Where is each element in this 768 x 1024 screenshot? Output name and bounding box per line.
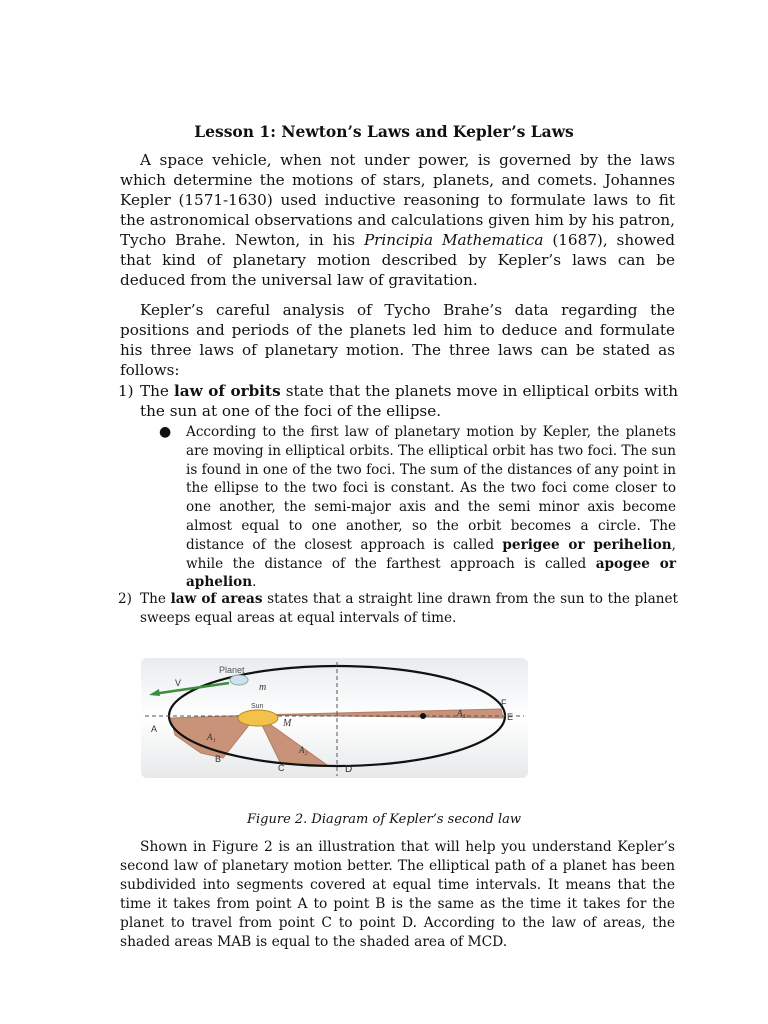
bullet-text-a: According to the first law of planetary motion by Kepler, the planets are moving in elliptical orbits. The elliptical orbit has two foci. The sun is found in one of the two foci. The sum of the distances of any point in the ellipse to the two foci is constant. As the two foci come closer to one another, the semi-major axis and the semi minor axis become almost equal to one another, so the orbit becomes a circle. The distance of the closest approach is called <box>186 424 677 553</box>
label-F: F <box>501 698 507 708</box>
label-sun: Sun <box>251 703 264 710</box>
law1-term: law of orbits <box>174 382 281 400</box>
aphelion-term: apogee or aphelion <box>186 555 676 591</box>
kepler-second-law-diagram <box>141 658 528 778</box>
figure-explanation-paragraph: Shown in Figure 2 is an illustration that will help you understand Kepler’s second law of planetary motion better. The elliptical path of a planet has been subdivided into segments covered at equal time intervals. It means that the time it takes from point A to point B is the same as the time it takes for the planet to travel from point C to point D. According to the law of areas, the shaded areas MAB is equal to the shaded area of MCD. <box>120 839 675 950</box>
bullet-icon: ● <box>159 424 172 440</box>
label-A: A <box>151 724 158 734</box>
book-title: Principia Mathematica <box>363 231 544 249</box>
page-title: Lesson 1: Newton’s Laws and Kepler’s Laws <box>194 122 574 141</box>
figure-caption: Figure 2. Diagram of Kepler’s second law <box>246 812 521 827</box>
intro-text-a: A space vehicle, when not under power, is governed by the laws which determine the motions of stars, planets, and comets. Johannes Kepler (1571-1630) used inductive reasoning to formulate laws to fit the astronomical observations and calculations given him by his patron, Tycho Brahe. Newton, in his <box>120 151 675 249</box>
label-m: m <box>259 682 267 693</box>
list-number: 2) <box>118 591 132 607</box>
list-number: 1) <box>118 382 134 400</box>
label-planet: Planet <box>219 665 245 675</box>
sun-icon <box>238 710 278 726</box>
label-B: B <box>215 754 222 764</box>
label-E: E <box>507 712 514 722</box>
label-v: V <box>175 678 182 688</box>
second-focus-dot <box>420 713 426 719</box>
label-D: D <box>345 764 353 775</box>
law1-pre: The <box>140 382 175 400</box>
law1-post: state that the planets move in elliptical orbits with the sun at one of the foci of the ellipse. <box>140 382 678 420</box>
kepler-analysis-paragraph: Kepler’s careful analysis of Tycho Brahe’s data regarding the positions and periods of the planets led him to deduce and formulate his three laws of planetary motion. The three laws can be stated as follows: <box>120 301 675 379</box>
label-M: M <box>283 718 292 729</box>
orbits-bullet <box>159 423 677 592</box>
label-a3: A₃ <box>457 708 466 718</box>
label-a2: A₂ <box>299 745 308 755</box>
law2-term: law of areas <box>170 591 263 607</box>
law-of-orbits-item <box>118 381 678 421</box>
intro-text-b: (1687), showed that kind of planetary motion described by Kepler’s laws can be deduced from the universal law of gravitation. <box>120 231 675 289</box>
perihelion-term: perigee or perihelion <box>502 536 672 553</box>
law2-pre: The <box>140 591 171 607</box>
law2-post: states that a straight line drawn from the sun to the planet sweeps equal areas at equal intervals of time. <box>140 591 678 626</box>
intro-paragraph <box>120 150 675 290</box>
label-C: C <box>278 763 285 773</box>
bullet-text-c: . <box>252 574 257 591</box>
label-a1: A₁ <box>207 732 216 742</box>
planet-icon <box>230 675 248 685</box>
law-of-areas-item <box>118 590 678 628</box>
bullet-text-b: , while the distance of the farthest approach is called <box>186 536 676 572</box>
